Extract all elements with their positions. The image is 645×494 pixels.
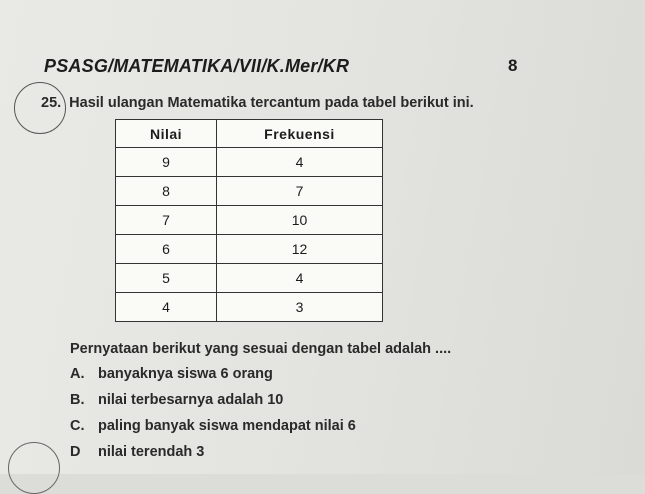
option-text: banyaknya siswa 6 orang <box>98 366 273 382</box>
question-prompt: Pernyataan berikut yang sesuai dengan tabel adalah .... <box>70 341 452 357</box>
option-text: nilai terendah 3 <box>98 444 205 460</box>
table-row <box>116 177 383 206</box>
column-header-frekuensi: Frekuensi <box>217 120 383 148</box>
cell-frekuensi: 3 <box>217 293 383 322</box>
cell-nilai: 5 <box>116 264 217 293</box>
question-text: Hasil ulangan Matematika tercantum pada tabel berikut ini. <box>69 95 474 111</box>
option-d[interactable] <box>70 444 204 460</box>
cell-nilai: 6 <box>116 235 217 264</box>
cell-nilai: 4 <box>116 293 217 322</box>
cell-frekuensi: 4 <box>217 264 383 293</box>
option-a[interactable] <box>70 366 273 382</box>
option-letter: D <box>70 444 81 460</box>
cell-frekuensi: 7 <box>217 177 383 206</box>
option-letter: C. <box>70 418 85 434</box>
frequency-table <box>115 119 383 322</box>
cell-nilai: 8 <box>116 177 217 206</box>
cell-frekuensi: 4 <box>217 148 383 177</box>
table-row <box>116 293 383 322</box>
table-header-row <box>116 120 383 148</box>
table-row <box>116 148 383 177</box>
option-c[interactable] <box>70 418 356 434</box>
column-header-nilai: Nilai <box>116 120 217 148</box>
punch-hole-bottom <box>8 442 60 494</box>
question-25 <box>41 95 474 111</box>
option-letter: B. <box>70 392 85 408</box>
cell-frekuensi: 12 <box>217 235 383 264</box>
document-header: PSASG/MATEMATIKA/VII/K.Mer/KR <box>44 56 350 76</box>
table-row <box>116 206 383 235</box>
cell-nilai: 7 <box>116 206 217 235</box>
table-row <box>116 264 383 293</box>
option-b[interactable] <box>70 392 283 408</box>
cell-nilai: 9 <box>116 148 217 177</box>
option-letter: A. <box>70 366 85 382</box>
cell-frekuensi: 10 <box>217 206 383 235</box>
page-number: 8 <box>508 56 518 75</box>
option-text: paling banyak siswa mendapat nilai 6 <box>98 418 356 434</box>
option-text: nilai terbesarnya adalah 10 <box>98 392 284 408</box>
table-row <box>116 235 383 264</box>
question-number: 25. <box>41 95 62 111</box>
